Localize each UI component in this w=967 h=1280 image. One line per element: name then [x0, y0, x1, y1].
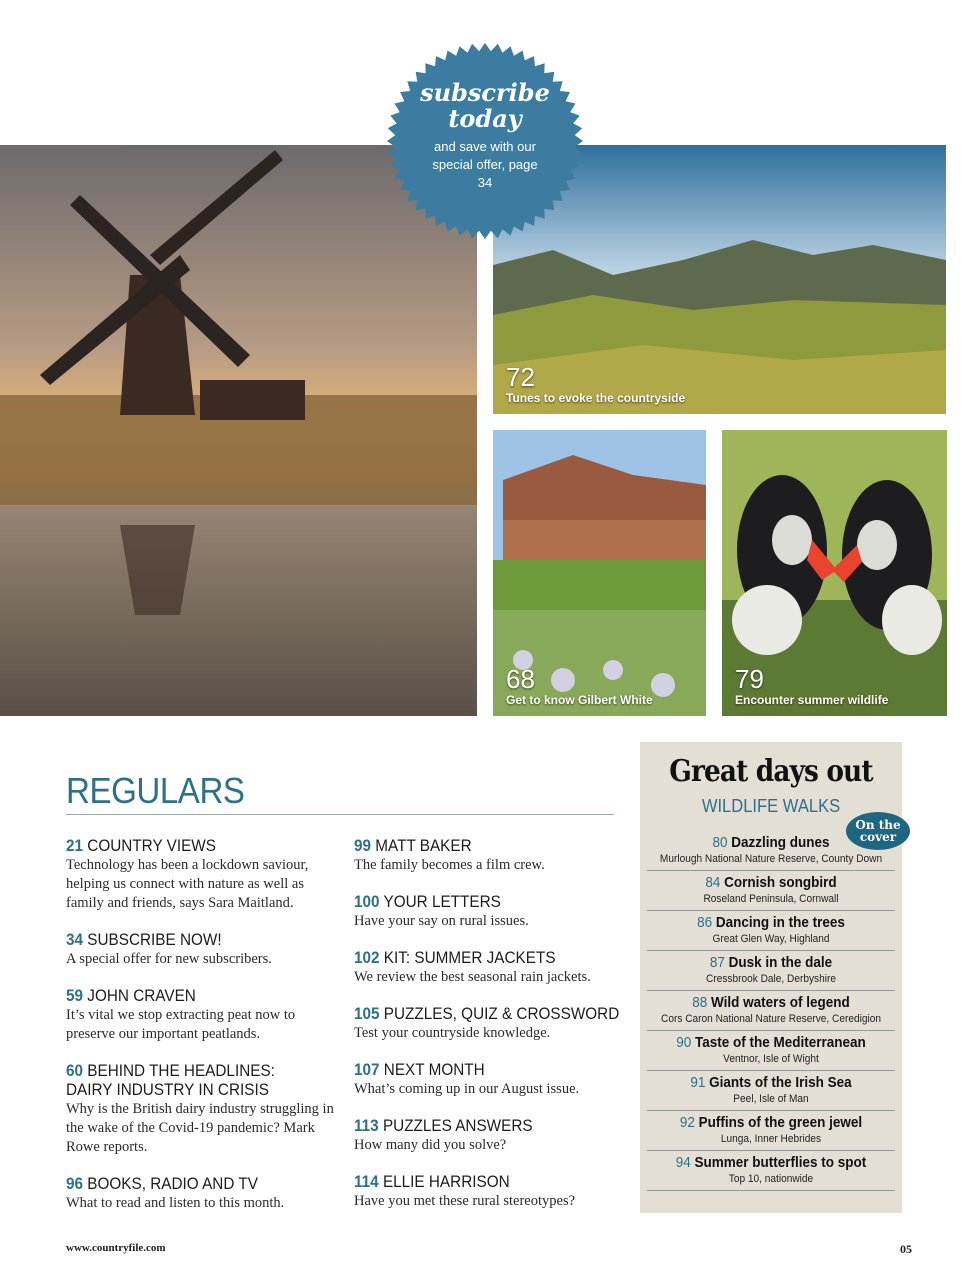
regular-item[interactable] — [66, 930, 341, 969]
walk-location: Roseland Peninsula, Cornwall — [703, 893, 839, 905]
walk-page-number: 84 — [705, 874, 721, 891]
puffins-photo — [722, 430, 947, 716]
regular-item[interactable] — [66, 1061, 341, 1157]
regular-page-number: 105 — [354, 1004, 380, 1023]
walk-location: Ventnor, Isle of Wight — [723, 1053, 819, 1065]
walk-location: Cors Caron National Nature Reserve, Ceredigion — [661, 1013, 881, 1025]
regular-item[interactable] — [66, 836, 341, 913]
walk-title: Wild waters of legend — [711, 994, 850, 1011]
walk-item[interactable] — [647, 1071, 895, 1111]
regulars-divider — [66, 814, 614, 815]
regular-page-number: 59 — [66, 986, 84, 1005]
regular-page-number: 102 — [354, 948, 380, 967]
walk-location: Top 10, nationwide — [728, 1173, 814, 1185]
walk-item[interactable] — [647, 831, 895, 871]
regular-page-number: 21 — [66, 836, 84, 855]
gilbert-page-number: 68 — [506, 664, 535, 694]
walk-title: Dazzling dunes — [731, 834, 830, 851]
regular-description: Why is the British dairy industry struggling in the wake of the Covid-19 pandemic? Mark Rowe reports. — [66, 1101, 334, 1155]
walk-title: Dusk in the dale — [728, 954, 833, 971]
walk-title: Summer butterflies to spot — [694, 1154, 867, 1171]
regular-page-number: 114 — [354, 1172, 379, 1191]
gilbert-caption: Get to know Gilbert White — [506, 693, 653, 707]
regular-description: We review the best seasonal rain jackets. — [354, 969, 591, 985]
walk-title: Dancing in the trees — [715, 914, 845, 931]
regulars-left-column — [66, 836, 341, 1230]
regular-description: What to read and listen to this month. — [66, 1195, 285, 1211]
walk-title: Puffins of the green jewel — [698, 1114, 863, 1131]
tunes-page-number: 72 — [506, 362, 535, 392]
regular-item[interactable] — [66, 1174, 341, 1213]
regular-item[interactable] — [354, 836, 624, 875]
regular-title: NEXT MONTH — [383, 1060, 485, 1079]
regular-description: What’s coming up in our August issue. — [354, 1081, 580, 1097]
regular-item[interactable] — [354, 1060, 624, 1099]
regular-item[interactable] — [354, 1116, 624, 1155]
regular-description: Technology has been a lockdown saviour, helping us connect with nature as well as family and friends, says Sara Maitland. — [66, 857, 309, 911]
regular-title: BEHIND THE HEADLINES: — [87, 1061, 275, 1080]
gilbert-white-house-photo — [493, 430, 706, 716]
walk-item[interactable] — [647, 951, 895, 991]
on-the-cover-text: On the cover — [855, 818, 901, 844]
walks-list — [647, 831, 895, 1191]
regular-page-number: 99 — [354, 836, 372, 855]
walk-page-number: 90 — [676, 1034, 692, 1051]
great-days-out-title: Great days out — [669, 754, 873, 789]
regular-item[interactable] — [66, 986, 341, 1044]
regular-item[interactable] — [354, 1172, 624, 1211]
regular-title: BOOKS, RADIO AND TV — [87, 1174, 258, 1193]
walk-location: Great Glen Way, Highland — [712, 933, 830, 945]
walk-page-number: 91 — [690, 1074, 706, 1091]
regular-title: SUBSCRIBE NOW! — [87, 930, 222, 949]
regular-item[interactable] — [354, 892, 624, 931]
walk-title: Taste of the Mediterranean — [694, 1034, 866, 1051]
walk-location: Peel, Isle of Man — [733, 1093, 809, 1105]
walk-location: Cressbrook Dale, Derbyshire — [706, 973, 836, 985]
walk-item[interactable] — [647, 991, 895, 1031]
regular-title: JOHN CRAVEN — [87, 986, 196, 1005]
regular-description: Have you met these rural stereotypes? — [354, 1193, 576, 1209]
walk-item[interactable] — [647, 1031, 895, 1071]
regular-description: Have your say on rural issues. — [354, 913, 529, 929]
walk-item[interactable] — [647, 1111, 895, 1151]
regular-page-number: 113 — [354, 1116, 379, 1135]
walk-page-number: 88 — [692, 994, 708, 1011]
walk-location: Murlough National Nature Reserve, County Down — [659, 853, 883, 865]
great-days-out-panel — [640, 742, 902, 1213]
regular-item[interactable] — [354, 1004, 624, 1043]
regular-description: It’s vital we stop extracting peat now to preserve our important peatlands. — [66, 1007, 296, 1042]
page-number: 05 — [900, 1242, 912, 1256]
regular-title: PUZZLES, QUIZ & CROSSWORD — [383, 1004, 620, 1023]
regular-title: PUZZLES ANSWERS — [382, 1116, 533, 1135]
tunes-caption: Tunes to evoke the countryside — [506, 391, 686, 405]
regular-title: ELLIE HARRISON — [382, 1172, 510, 1191]
regular-page-number: 96 — [66, 1174, 84, 1193]
wildlife-page-number: 79 — [735, 664, 764, 694]
regular-page-number: 34 — [66, 930, 84, 949]
regular-description: How many did you solve? — [354, 1137, 507, 1153]
walk-page-number: 87 — [709, 954, 725, 971]
walk-page-number: 92 — [679, 1114, 695, 1131]
regular-page-number: 107 — [354, 1060, 380, 1079]
walk-title: Giants of the Irish Sea — [709, 1074, 852, 1091]
wildlife-walks-subtitle: WILDLIFE WALKS — [701, 796, 841, 816]
regular-title-line2: DAIRY INDUSTRY IN CRISIS — [66, 1080, 269, 1099]
footer-website[interactable]: www.countryfile.com — [66, 1242, 166, 1254]
subscribe-badge[interactable] — [386, 42, 584, 240]
regular-title: COUNTRY VIEWS — [87, 836, 216, 855]
regular-title: MATT BAKER — [375, 836, 472, 855]
subscribe-offer-text: and save with our special offer, page 34 — [432, 139, 538, 190]
walk-item[interactable] — [647, 911, 895, 951]
regular-page-number: 100 — [354, 892, 380, 911]
regular-item[interactable] — [354, 948, 624, 987]
regulars-right-column — [354, 836, 624, 1228]
regulars-heading: REGULARS — [66, 770, 245, 811]
walk-item[interactable] — [647, 1151, 895, 1191]
subscribe-headline: subscribe today — [420, 78, 550, 133]
walk-page-number: 86 — [697, 914, 713, 931]
walk-page-number: 80 — [712, 834, 728, 851]
regular-title: YOUR LETTERS — [383, 892, 501, 911]
walk-title: Cornish songbird — [724, 874, 837, 891]
wildlife-caption: Encounter summer wildlife — [735, 693, 889, 707]
regular-description: A special offer for new subscribers. — [66, 951, 272, 967]
walk-location: Lunga, Inner Hebrides — [720, 1133, 822, 1145]
regular-description: The family becomes a film crew. — [354, 857, 545, 873]
walk-page-number: 94 — [675, 1154, 691, 1171]
regular-title: KIT: SUMMER JACKETS — [383, 948, 556, 967]
walk-item[interactable] — [647, 871, 895, 911]
regular-page-number: 60 — [66, 1061, 84, 1080]
regular-description: Test your countryside knowledge. — [354, 1025, 551, 1041]
